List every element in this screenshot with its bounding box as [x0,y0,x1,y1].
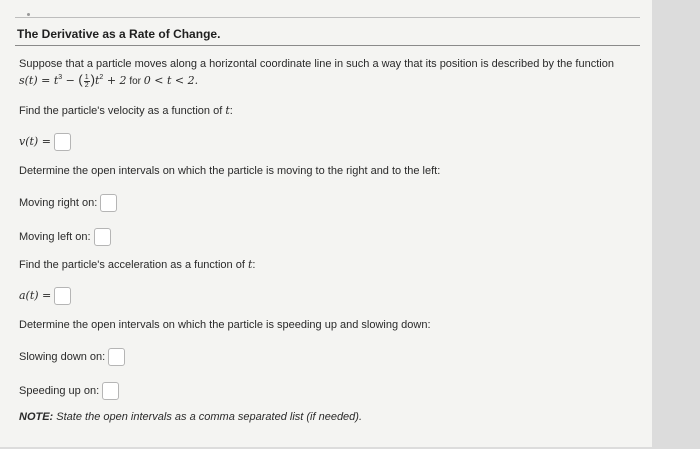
function-domain: 0 < t < 2. [143,74,199,87]
note-text: NOTE: State the open intervals as a comma separated list (if needed). [19,411,363,423]
moving-right-row [19,194,117,212]
moving-right-input[interactable] [100,194,117,212]
slowing-down-label: Slowing down on: [19,350,106,363]
slowing-down-row [19,348,125,366]
moving-left-row [19,228,111,246]
exponent-3: 3 [58,74,63,81]
moving-right-label: Moving right on: [19,196,98,209]
top-divider [15,17,640,18]
speeding-up-label: Speeding up on: [19,384,100,397]
function-minus: − [62,74,79,87]
acceleration-prompt: Find the particle's acceleration as a function of t: [19,258,256,271]
acceleration-label: a(t) = [19,288,52,302]
position-function: $s(t) = t^3$ − ( $\frac{1}{2}$ )$t^2 + 2$ for 0 < t < 2. [19,72,199,89]
problem-title: The Derivative as a Rate of Change. [17,27,221,41]
function-lhs: s(t) = t [19,74,59,87]
direction-prompt: Determine the open intervals on which the particle is moving to the right and to the left: [19,165,441,177]
velocity-label: v(t) = [19,134,51,148]
velocity-row [19,133,71,151]
function-plus-two: + 2 [103,74,127,87]
speed-prompt: Determine the open intervals on which the particle is speeding up and slowing down: [19,319,431,331]
exponent-2: 2 [99,74,104,81]
fraction-one-half: $\frac{1}{2}$ [84,73,89,89]
problem-intro: Suppose that a particle moves along a horizontal coordinate line in such a way that its position is described by the function [19,58,614,70]
velocity-answer-input[interactable] [54,133,71,151]
note-label: NOTE: [19,411,54,423]
speeding-up-input[interactable] [102,382,119,400]
moving-left-input[interactable] [94,228,111,246]
function-t-squared: t [95,74,100,87]
decorative-dot [27,13,30,16]
moving-left-label: Moving left on: [19,230,91,243]
title-divider [15,45,640,46]
acceleration-row [19,287,71,305]
velocity-prompt: Find the particle's velocity as a function of t: [19,104,233,117]
domain-for: for [126,76,144,87]
speeding-up-row [19,382,119,400]
slowing-down-input[interactable] [108,348,125,366]
acceleration-answer-input[interactable] [54,287,71,305]
